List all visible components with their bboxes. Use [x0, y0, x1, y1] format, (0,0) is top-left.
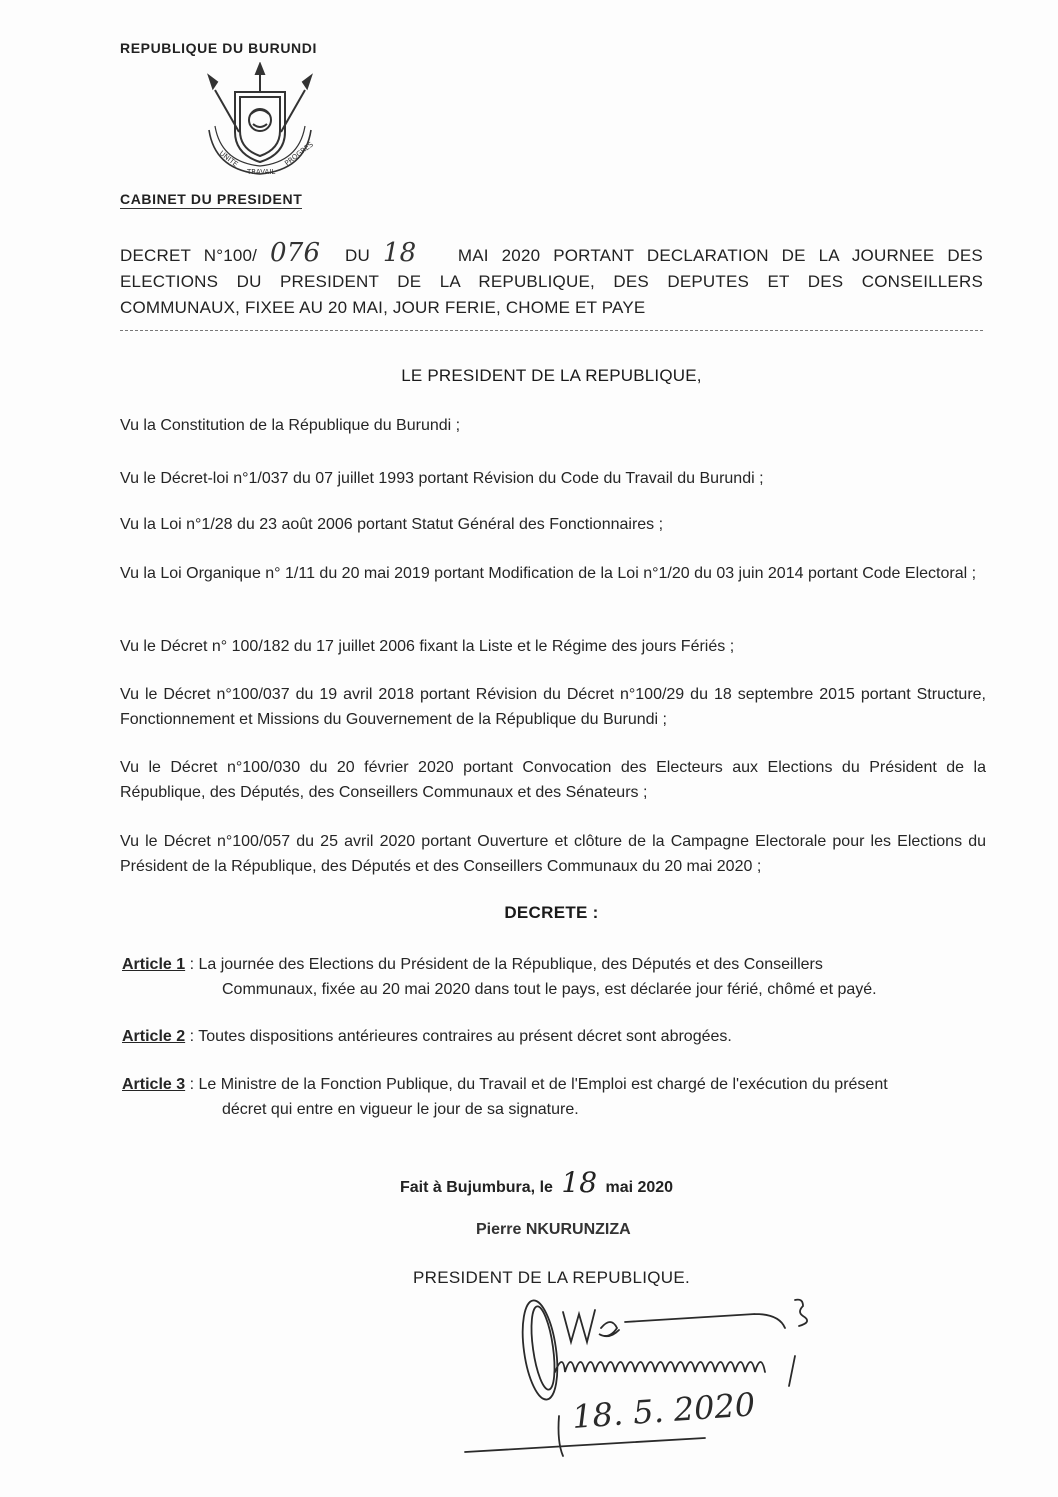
- signer-name: Pierre NKURUNZIZA: [476, 1221, 631, 1238]
- article-3: Article 3 : Le Ministre de la Fonction Publique, du Travail et de l'Emploi est chargé de l'exécution du présent décret qui entre en vigueur le jour de sa signature.: [122, 1072, 988, 1122]
- article-text-cont: décret qui entre en vigueur le jour de sa signature.: [222, 1101, 579, 1118]
- vu-clause: Vu le Décret n° 100/182 du 17 juillet 2006 fixant la Liste et le Régime des jours Fériés ;: [120, 638, 735, 655]
- preamble-heading: LE PRESIDENT DE LA REPUBLIQUE,: [401, 366, 702, 385]
- vu-clause: Vu la Constitution de la République du Burundi ;: [120, 417, 461, 434]
- emblem-motto-text: UNITE: [217, 149, 240, 169]
- article-label: Article 1: [122, 956, 186, 973]
- title-line-3: COMMUNAUX, FIXEE AU 20 MAI, JOUR FERIE, CHOME ET PAYE: [120, 298, 646, 317]
- article-label: Article 2: [122, 1028, 186, 1045]
- title-line-2: ELECTIONS DU PRESIDENT DE LA REPUBLIQUE, DES DEPUTES ET DES CONSEILLERS: [120, 272, 983, 291]
- article-text: Le Ministre de la Fonction Publique, du Travail et de l'Emploi est chargé de l'exécution du présent: [198, 1076, 888, 1093]
- article-text-cont: Communaux, fixée au 20 mai 2020 dans tout le pays, est déclarée jour férié, chômé et payé.: [222, 981, 877, 998]
- vu-clause: Vu la Loi Organique n° 1/11 du 20 mai 2019 portant Modification de la Loi n°1/20 du 03 juin 2014 portant Code Electoral ;: [120, 565, 977, 582]
- vu-clause: Vu le Décret n°100/037 du 19 avril 2018 portant Révision du Décret n°100/29 du 18 septembre 2015 portant Structure, Fonctionnement et Missions du Gouvernement de la République du Burundi ;: [120, 686, 986, 728]
- place-and-date: Fait à Bujumbura, le 18 mai 2020: [400, 1166, 674, 1199]
- svg-text:PROGRES: PROGRES: [283, 140, 315, 168]
- vu-clause: Vu la Loi n°1/28 du 23 août 2006 portant Statut Général des Fonctionnaires ;: [120, 516, 664, 533]
- article-label: Article 3: [122, 1076, 186, 1093]
- svg-text:TRAVAIL: TRAVAIL: [247, 168, 276, 176]
- cabinet-header: CABINET DU PRESIDENT: [120, 191, 303, 207]
- decree-title: [120, 240, 983, 321]
- coat-of-arms-emblem: [195, 62, 325, 180]
- article-text: La journée des Elections du Président de la République, des Députés et des Conseillers: [198, 956, 823, 973]
- handwritten-signing-day: 18: [561, 1166, 598, 1199]
- separator-line: [120, 330, 983, 331]
- article-1: Article 1 : La journée des Elections du Président de la République, des Députés et des Conseillers Communaux, fixée au 20 mai 2020 dans tout le pays, est déclarée jour férié, chômé et payé.: [122, 952, 988, 1002]
- title-line-1: DECRET N°100/ 076 DU 18 MAI 2020 PORTANT DECLARATION DE LA JOURNEE DES: [120, 238, 983, 268]
- handwritten-decree-number: 076: [270, 238, 321, 268]
- decrete-heading: DECRETE :: [504, 903, 599, 922]
- article-2: Article 2 : Toutes dispositions antérieures contraires au présent décret sont abrogées.: [122, 1028, 732, 1045]
- vu-clause: Vu le Décret n°100/030 du 20 février 2020 portant Convocation des Electeurs aux Elections du Président de la République, des Députés, des Conseillers Communaux et des Sénateurs ;: [120, 759, 986, 801]
- republic-header: REPUBLIQUE DU BURUNDI: [120, 40, 317, 56]
- article-text: Toutes dispositions antérieures contraires au présent décret sont abrogées.: [198, 1028, 732, 1045]
- handwritten-day: 18: [382, 238, 417, 268]
- vu-clause: Vu le Décret n°100/057 du 25 avril 2020 portant Ouverture et clôture de la Campagne Electorale pour les Elections du Président de la République, des Députés et des Conseillers Communaux du 20 mai 2020 ;: [120, 833, 986, 875]
- vu-clause: Vu le Décret-loi n°1/037 du 07 juillet 1993 portant Révision du Code du Travail du Burundi ;: [120, 470, 764, 487]
- signer-title: PRESIDENT DE LA REPUBLIQUE.: [413, 1268, 691, 1287]
- signature-date: 18. 5. 2020: [570, 1385, 757, 1436]
- handwritten-signature: [455, 1292, 855, 1462]
